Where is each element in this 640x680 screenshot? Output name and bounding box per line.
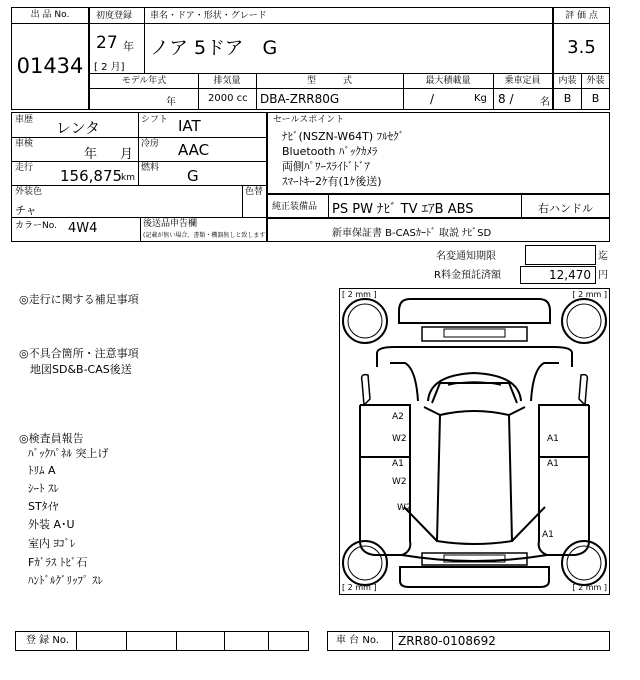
- fuel-label: 燃料: [141, 163, 160, 173]
- ac-label: 冷房: [141, 139, 160, 149]
- exterior-label: 外装: [586, 76, 605, 86]
- inspector-line: 外装 A･U: [28, 518, 75, 531]
- inspector-line: ﾊﾝﾄﾞﾙｸﾞﾘｯﾌﾟ ｽﾚ: [28, 574, 103, 587]
- inspector-line: ｼｰﾄ ｽﾚ: [28, 482, 59, 495]
- inspector-title: ◎検査員報告: [19, 432, 84, 445]
- chassis-number: ZRR80-0108692: [398, 634, 496, 648]
- damage-mark: W2: [397, 503, 412, 513]
- model-year-label: モデル年式: [121, 76, 167, 86]
- ext-color-label: 外装色: [15, 187, 43, 197]
- sales-point-line: ﾅﾋﾞ(NSZN-W64T) ﾌﾙｾｸﾞ: [282, 130, 405, 143]
- specs-box: [11, 112, 267, 242]
- max-load-value: /: [430, 92, 435, 106]
- inspector-line: STﾀｲﾔ: [28, 500, 59, 513]
- car-name: ノア 5ドア G: [150, 37, 278, 59]
- sales-point-line: Bluetooth ﾊﾞｯｸｶﾒﾗ: [282, 145, 378, 158]
- damage-mark: A1: [392, 459, 404, 469]
- tire-label-front-right: [ 2 mm ]: [572, 290, 607, 299]
- wheel-front-left: [343, 299, 387, 343]
- damage-mark: W2: [392, 477, 407, 487]
- tire-label-rear-left: [ 2 mm ]: [342, 583, 377, 592]
- ac-value: AAC: [178, 141, 210, 159]
- score-label: 評 価 点: [565, 11, 598, 21]
- car-name-label: 車名・ドア・形状・グレード: [150, 11, 267, 21]
- equipment-label: 純正装備品: [272, 202, 318, 212]
- shift-value: IAT: [178, 117, 201, 135]
- driving-notes-title: ◎走行に関する補足事項: [19, 293, 139, 306]
- registration-box: [15, 631, 309, 651]
- score-value: 3.5: [567, 37, 596, 58]
- registration-label: 登 録 No.: [26, 635, 69, 646]
- displacement-label: 排気量: [213, 76, 241, 86]
- tire-label-rear-right: [ 2 mm ]: [572, 583, 607, 592]
- inspector-line: ﾄﾘﾑ A: [28, 464, 56, 477]
- chassis-box: [327, 631, 610, 651]
- capacity-value: 8 /: [498, 92, 514, 106]
- max-load-unit: Kg: [474, 93, 487, 104]
- wheel-rear-right: [562, 541, 606, 585]
- first-reg-label: 初度登録: [96, 11, 133, 21]
- damage-mark: W2: [392, 434, 407, 444]
- inspector-line: ﾊﾞｯｸﾊﾟﾈﾙ 突上げ: [28, 447, 109, 460]
- history-label: 車歴: [15, 115, 34, 125]
- damage-mark: A1: [547, 434, 559, 444]
- color-no-label: カラーNo.: [15, 221, 57, 231]
- inspector-line: 室内 ﾖｺﾞﾚ: [28, 537, 76, 550]
- tire-label-front-left: [ 2 mm ]: [342, 290, 377, 299]
- postdoc-note: (記載が無い場合、書類・機器無しと致します): [143, 232, 268, 239]
- defects-title: ◎不具合箇所・注意事項: [19, 347, 139, 360]
- name-change-label: 名変通知期限: [436, 251, 496, 262]
- history-value: レンタ: [56, 119, 101, 137]
- lot-number: 01434: [16, 54, 84, 78]
- wheel-rear-left: [343, 541, 387, 585]
- name-change-unit: 迄: [598, 251, 608, 262]
- first-reg-year-unit: 年: [123, 40, 134, 53]
- wheel-front-right: [562, 299, 606, 343]
- vehicle-header-box: [89, 7, 553, 110]
- postdoc-label: 後送品申告欄: [143, 219, 198, 229]
- inspector-line: Fｶﾞﾗｽ ﾄﾋﾞ石: [28, 556, 88, 569]
- chassis-label: 車 台 No.: [336, 635, 379, 646]
- model-code-label: 型 式: [306, 76, 352, 86]
- interior-grade: B: [563, 92, 572, 105]
- first-reg-month: [ 2 月]: [94, 62, 125, 73]
- sales-point-line: ｽﾏｰﾄｷｰ2ｹ有(1ｹ後送): [282, 175, 382, 188]
- sales-points-label: セールスポイント: [273, 115, 345, 125]
- capacity-unit: 名: [540, 97, 550, 108]
- sales-points-box: [267, 112, 610, 194]
- damage-mark: A1: [542, 530, 554, 540]
- mileage-unit: km: [121, 173, 135, 183]
- ext-color-value: チャ: [15, 204, 37, 217]
- capacity-label: 乗車定員: [504, 76, 541, 86]
- sales-point-line: 両側ﾊﾟﾜｰｽﾗｲﾄﾞﾄﾞｱ: [282, 160, 370, 173]
- warranty-box: [267, 218, 610, 242]
- model-code-value: DBA-ZRR80G: [260, 92, 340, 106]
- recycle-value: 12,470: [549, 268, 591, 282]
- name-change-box: [525, 245, 596, 265]
- inspection-month: 月: [120, 147, 134, 162]
- car-diagram: [339, 288, 610, 595]
- equipment-value: PS PW ﾅﾋﾞ TV ｴｱB ABS: [332, 202, 474, 217]
- recycle-box: [520, 266, 596, 284]
- first-reg-year: 27: [96, 33, 118, 53]
- warranty-text: 新車保証書 B-CASｶｰﾄﾞ 取説 ﾅﾋﾞSD: [332, 228, 492, 239]
- equipment-box: [267, 194, 610, 218]
- score-box: [553, 7, 610, 110]
- inspection-label: 車検: [15, 139, 34, 149]
- lot-label: 出 品 No.: [30, 10, 70, 20]
- defect-line: 地図SD&B-CAS後送: [30, 363, 132, 376]
- fuel-value: G: [187, 167, 199, 185]
- interior-label: 内装: [558, 76, 577, 86]
- repaint-label: 色替: [245, 187, 264, 197]
- exterior-grade: B: [591, 92, 600, 105]
- recycle-unit: 円: [598, 270, 608, 281]
- color-no-value: 4W4: [68, 221, 98, 236]
- max-load-label: 最大積載量: [425, 76, 471, 86]
- displacement-value: 2000 cc: [208, 93, 248, 104]
- steering-value: 右ハンドル: [538, 202, 593, 215]
- mileage-label: 走行: [15, 163, 34, 173]
- car-diagram-drawing: [340, 289, 609, 594]
- damage-mark: A2: [392, 412, 404, 422]
- recycle-label: R料金預託済額: [434, 270, 501, 281]
- shift-label: シフト: [141, 115, 169, 125]
- mileage-value: 156,875: [60, 167, 123, 185]
- model-year-unit: 年: [166, 97, 176, 108]
- damage-mark: A1: [547, 459, 559, 469]
- lot-box: [11, 7, 89, 110]
- inspection-year: 年: [84, 147, 98, 162]
